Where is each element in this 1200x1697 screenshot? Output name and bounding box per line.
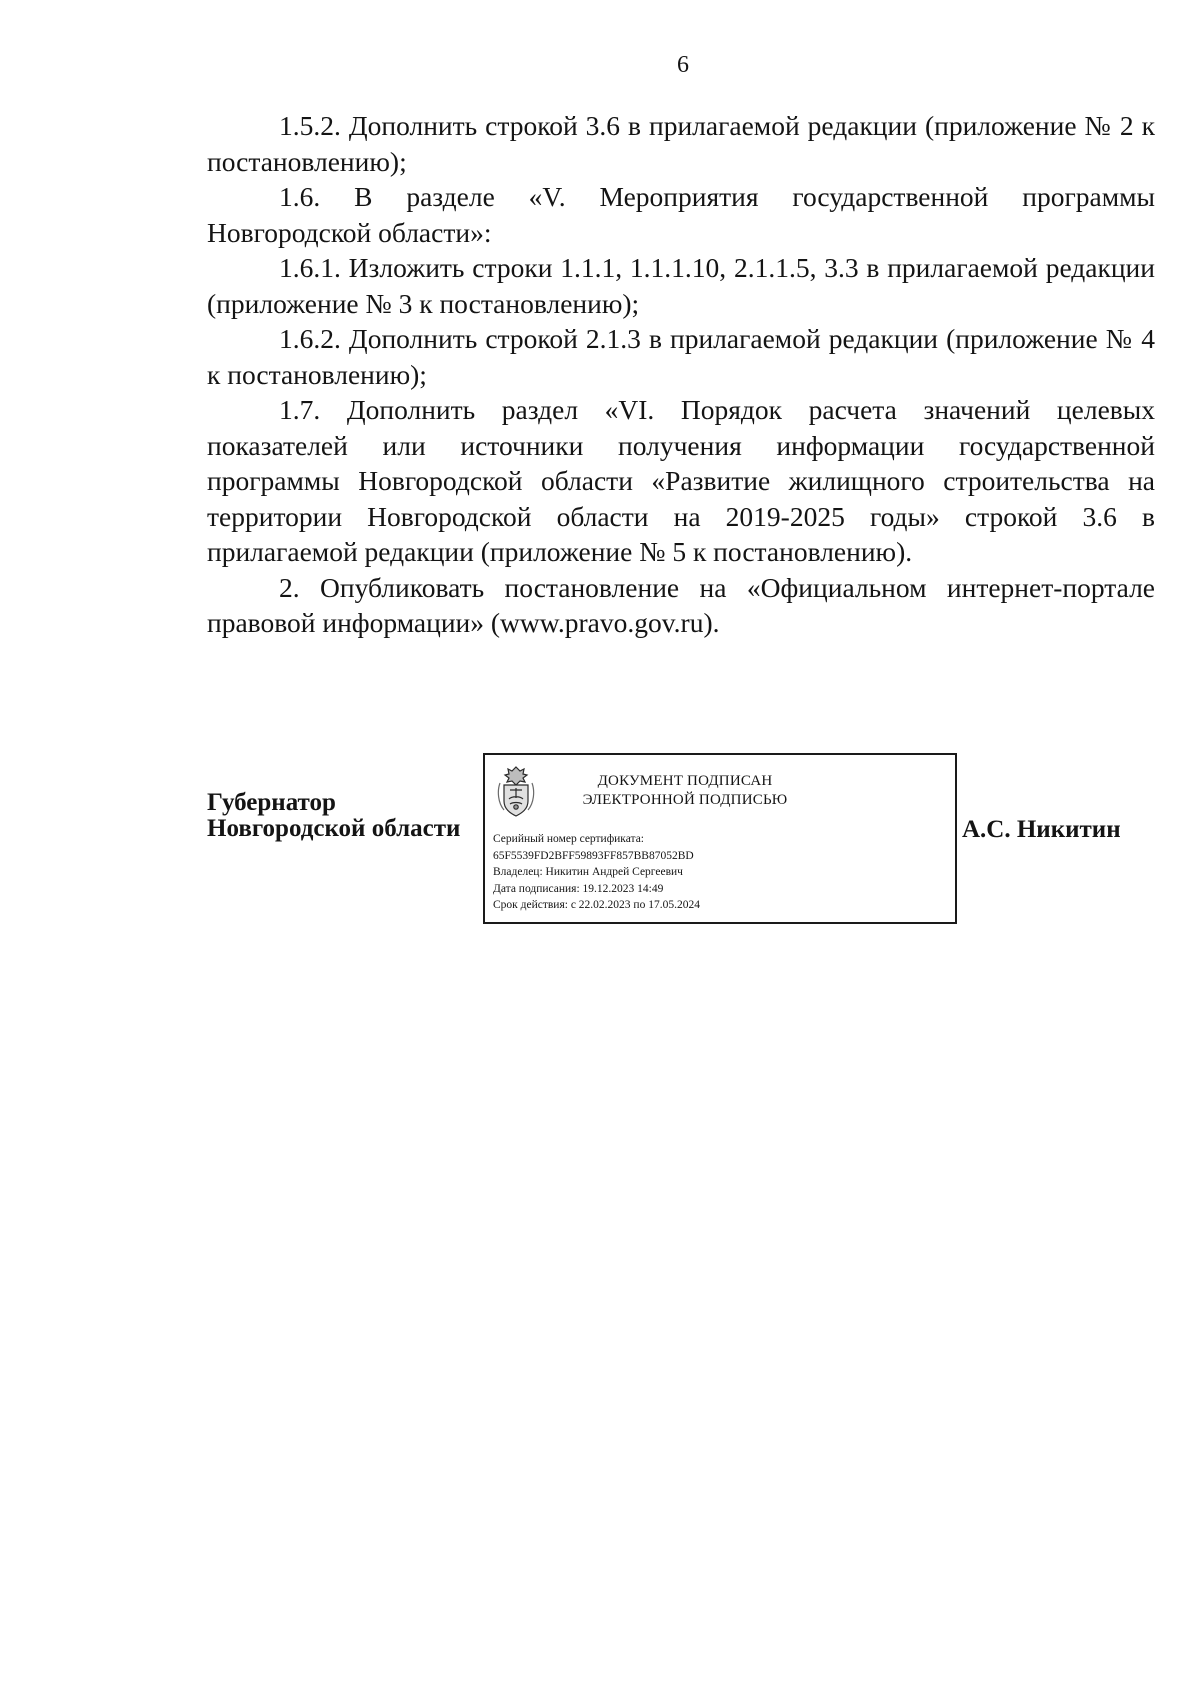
- coat-of-arms-icon: [494, 763, 538, 819]
- paragraph-2: 2. Опубликовать постановление на «Официальном интернет-портале правовой информации» (www.pravo.gov.ru).: [207, 571, 1155, 638]
- position-line-2: Новгородской области: [207, 815, 461, 842]
- signing-date: Дата подписания: 19.12.2023 14:49: [493, 882, 664, 895]
- stamp-details: [493, 831, 700, 914]
- certificate-label: Серийный номер сертификата:: [493, 833, 644, 845]
- document-body: [207, 108, 1155, 641]
- certificate-owner: Владелец: Никитин Андрей Сергеевич: [493, 866, 683, 878]
- electronic-signature-stamp: [483, 753, 957, 924]
- stamp-heading: [555, 772, 815, 810]
- paragraph-1-6: 1.6. В разделе «V. Мероприятия государственной программы Новгородской области»:: [207, 181, 1155, 248]
- signer-name: А.С. Никитин: [962, 816, 1121, 843]
- paragraph-1-6-2: 1.6.2. Дополнить строкой 2.1.3 в прилагаемой редакции (приложение № 4 к постановлению);: [207, 323, 1155, 390]
- position-line-1: Губернатор: [207, 789, 336, 816]
- certificate-serial: 65F5539FD2BFF59893FF857BB87052BD: [493, 849, 694, 862]
- page-number: 6: [677, 52, 689, 78]
- paragraph-1-7: 1.7. Дополнить раздел «VI. Порядок расчета значений целевых показателей или источники получения информации государственной программы Новгородской области «Развитие жилищного строительства на территории Новгородской области на 2019-2025 годы» строкой 3.6 в прилагаемой редакции (приложение № 5 к постановлению).: [207, 394, 1155, 567]
- certificate-validity: Срок действия: с 22.02.2023 по 17.05.2024: [493, 899, 700, 911]
- stamp-heading-line-1: ДОКУМЕНТ ПОДПИСАН: [597, 773, 773, 789]
- paragraph-1-6-1: 1.6.1. Изложить строки 1.1.1, 1.1.1.10, 2.1.1.5, 3.3 в прилагаемой редакции (приложение № 3 к постановлению);: [207, 252, 1155, 319]
- signatory-position: [207, 790, 460, 842]
- stamp-heading-line-2: ЭЛЕКТРОННОЙ ПОДПИСЬЮ: [582, 792, 788, 808]
- paragraph-1-5-2: 1.5.2. Дополнить строкой 3.6 в прилагаемой редакции (приложение № 2 к постановлению);: [207, 110, 1155, 177]
